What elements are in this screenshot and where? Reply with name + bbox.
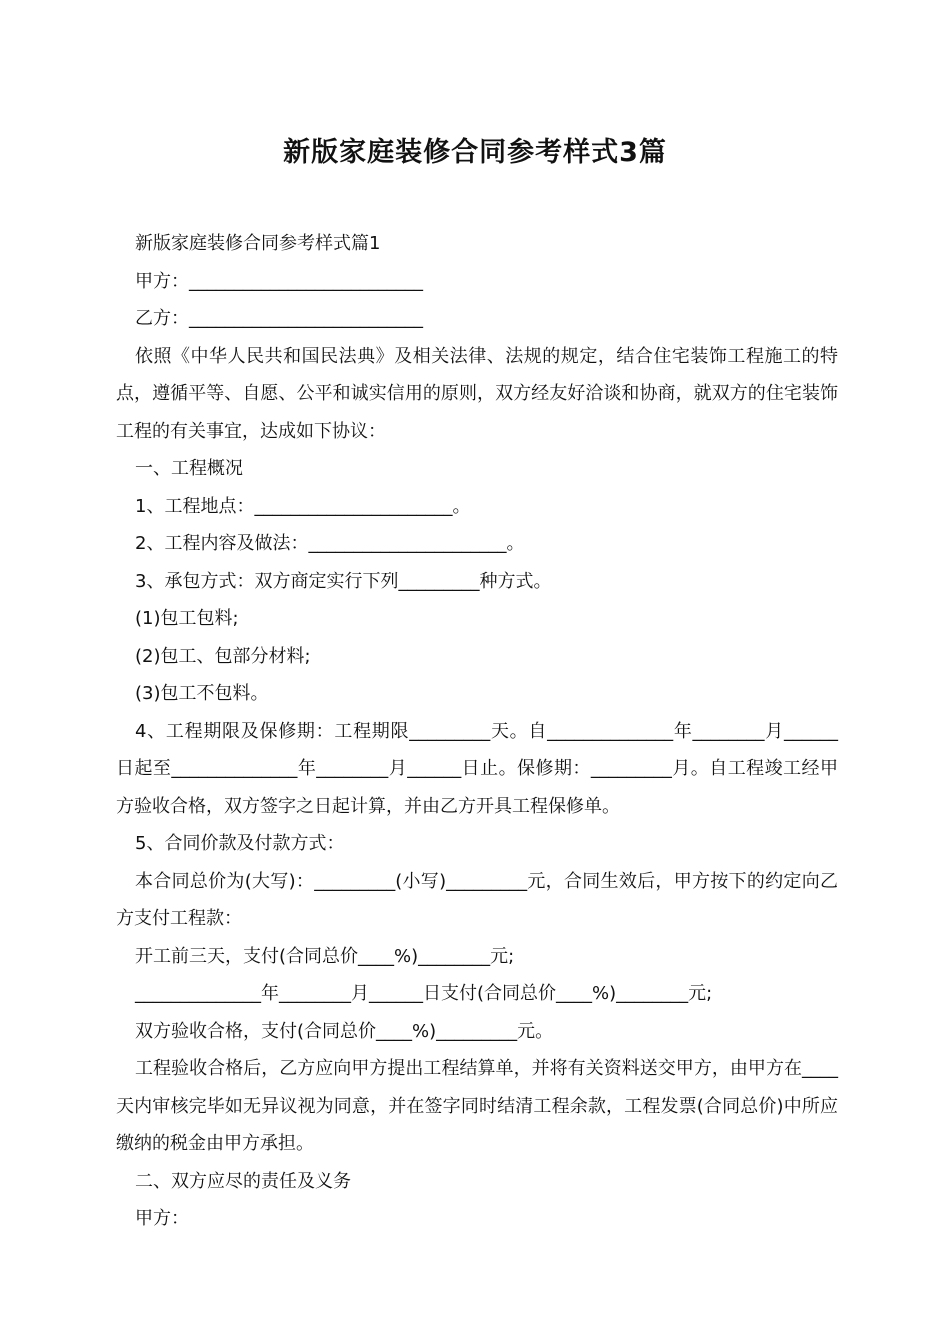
option-item: (3)包工不包料。 bbox=[135, 683, 269, 704]
payment-paragraph: 本合同总价为(大写)：_________(小写)_________元，合同生效后，甲方按下的约定向乙方支付工程款： bbox=[116, 870, 838, 929]
clause-heading: 二、双方应尽的责任及义务 bbox=[135, 1170, 351, 1192]
settlement-paragraph: 工程验收合格后，乙方应向甲方提出工程结算单，并将有关资料送交甲方，由甲方在____天内审核完毕如无异议视为同意，并在签字同时结清工程余款，工程发票(合同总价)中所应缴纳的税金由甲方承担。 bbox=[116, 1058, 838, 1154]
clause-item: 3、承包方式：双方商定实行下列_________种方式。 bbox=[135, 570, 552, 592]
payment-item: 开工前三天，支付(合同总价____%)________元; bbox=[135, 945, 515, 967]
party-a-duties: 甲方： bbox=[135, 1208, 189, 1229]
clause-item: 1、工程地点：______________________。 bbox=[135, 495, 471, 517]
option-item: (1)包工包料; bbox=[135, 608, 239, 629]
clause-item: 2、工程内容及做法：______________________。 bbox=[135, 533, 525, 554]
party-a-line: 甲方：__________________________ bbox=[135, 270, 423, 292]
party-b-line: 乙方：__________________________ bbox=[135, 308, 423, 329]
document-body bbox=[116, 225, 838, 1238]
payment-item: ______________年________月______日支付(合同总价____%)________元; bbox=[135, 983, 713, 1004]
payment-item: 双方验收合格，支付(合同总价____%)_________元。 bbox=[135, 1020, 554, 1042]
section-heading: 新版家庭装修合同参考样式篇1 bbox=[135, 233, 381, 254]
clause-item: 4、工程期限及保修期：工程期限_________天。自______________年________月______日起至______________年________月______日止。保修期：_________月。自工程竣工经甲方验收合格，双方签字之日起计算，并由乙方开具工程保修单。 bbox=[116, 720, 838, 817]
clause-item: 5、合同价款及付款方式： bbox=[135, 833, 345, 854]
preamble-paragraph: 依照《中华人民共和国民法典》及相关法律、法规的规定，结合住宅装饰工程施工的特点，遵循平等、自愿、公平和诚实信用的原则，双方经友好洽谈和协商，就双方的住宅装饰工程的有关事宜，达成如下协议： bbox=[116, 345, 838, 442]
clause-heading: 一、工程概况 bbox=[135, 458, 243, 479]
option-item: (2)包工、包部分材料; bbox=[135, 645, 311, 667]
document-title: 新版家庭装修合同参考样式3篇 bbox=[283, 137, 667, 168]
